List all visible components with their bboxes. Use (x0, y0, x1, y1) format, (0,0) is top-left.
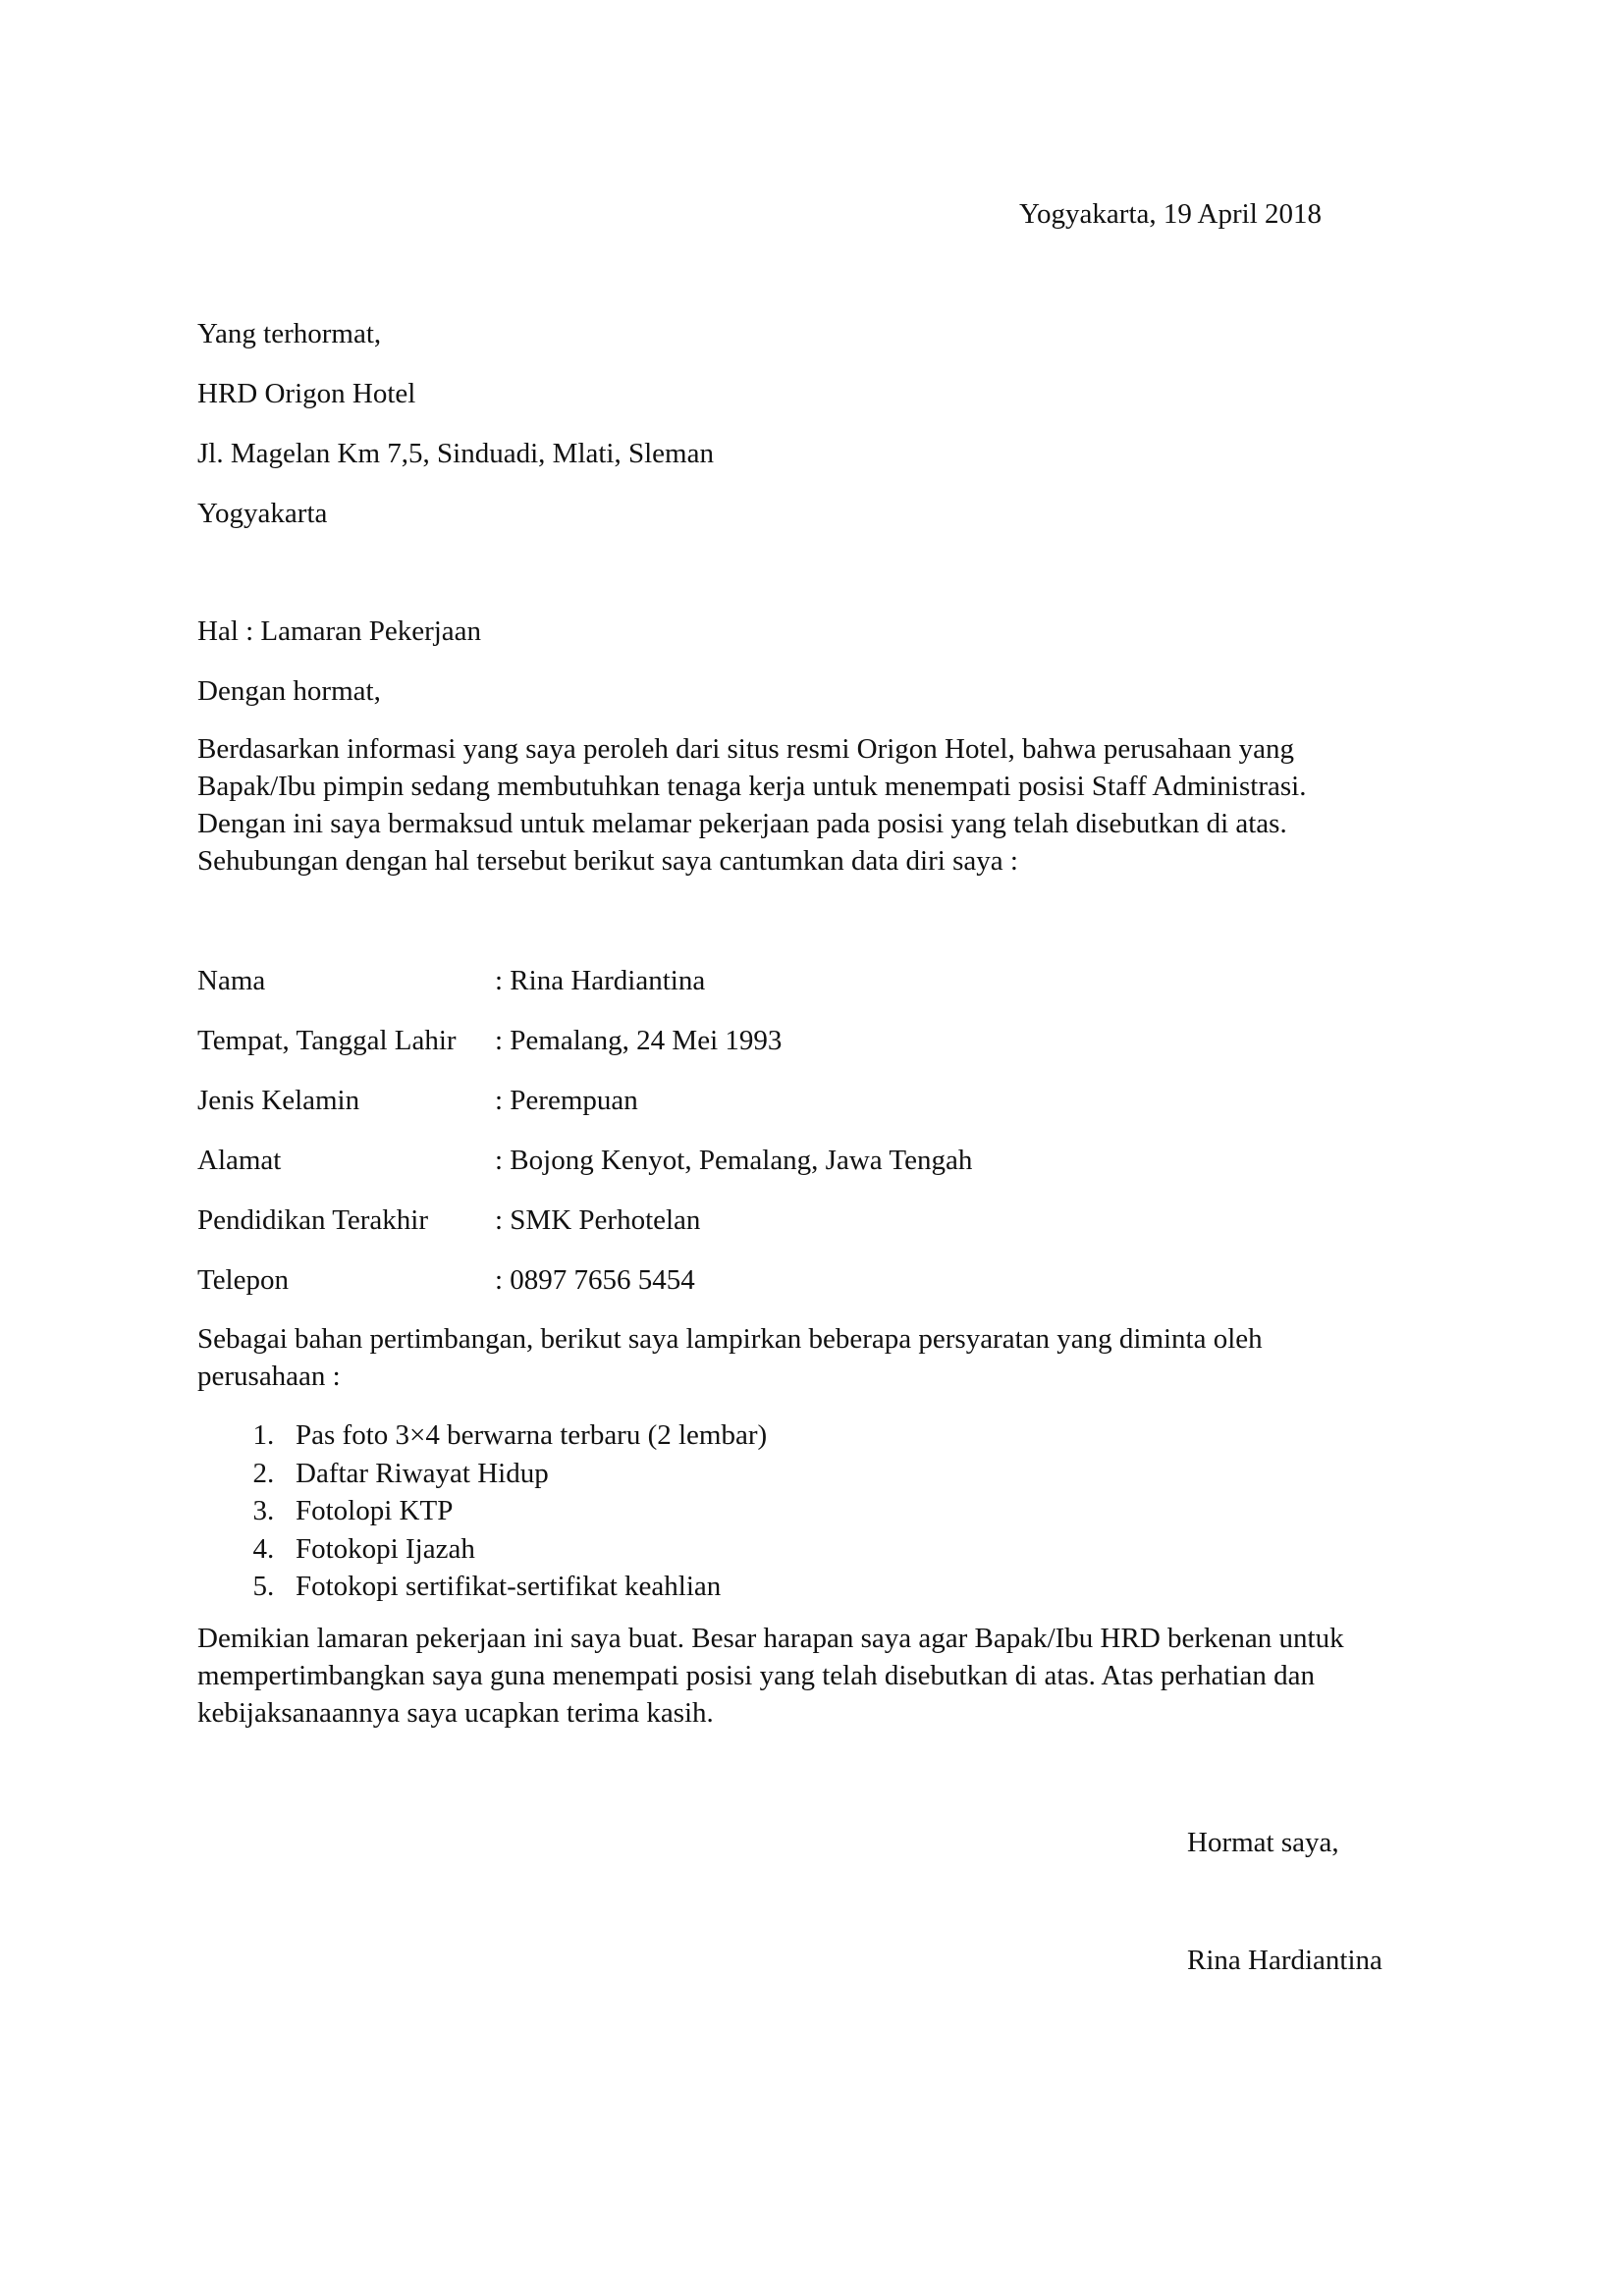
data-label: Alamat (197, 1145, 282, 1176)
list-item (197, 1492, 767, 1530)
list-number: 3. (252, 1495, 275, 1526)
list-number: 1. (252, 1419, 275, 1451)
list-item (197, 1455, 767, 1493)
attachments-list (197, 1416, 767, 1606)
data-label: Jenis Kelamin (197, 1085, 360, 1116)
greeting: Dengan hormat, (197, 675, 381, 707)
list-text: Pas foto 3×4 berwarna terbaru (2 lembar) (296, 1419, 768, 1451)
list-number: 2. (252, 1457, 275, 1489)
closing-paragraph: Demikian lamaran pekerjaan ini saya buat. Besar harapan saya agar Bapak/Ibu HRD berkenan untuk mempertimbangkan saya guna menempati posisi yang telah disebutkan di atas. Atas perhatian dan kebijaksanaannya saya ucapkan terima kasih. (197, 1623, 1344, 1729)
data-label: Nama (197, 965, 266, 996)
place-date: Yogyakarta, 19 April 2018 (1019, 198, 1322, 230)
data-value: : 0897 7656 5454 (495, 1264, 695, 1296)
data-value: : Perempuan (495, 1085, 638, 1116)
list-item (197, 1530, 767, 1569)
recipient-block (197, 314, 714, 554)
data-row-name (197, 961, 972, 1021)
data-row-education (197, 1201, 972, 1260)
data-label: Pendidikan Terakhir (197, 1204, 429, 1236)
attachments-intro: Sebagai bahan pertimbangan, berikut saya lampirkan beberapa persyaratan yang diminta oleh perusahaan : (197, 1323, 1263, 1392)
data-value: : Pemalang, 24 Mei 1993 (495, 1025, 783, 1056)
list-text: Daftar Riwayat Hidup (296, 1457, 549, 1489)
list-item (197, 1568, 767, 1606)
data-label: Tempat, Tanggal Lahir (197, 1025, 457, 1056)
list-item (197, 1416, 767, 1455)
recipient-address: Jl. Magelan Km 7,5, Sinduadi, Mlati, Sleman (197, 438, 714, 469)
recipient-city: Yogyakarta (197, 498, 328, 529)
data-row-gender (197, 1081, 972, 1141)
data-value: : Rina Hardiantina (495, 965, 706, 996)
closing-salutation: Hormat saya, (1187, 1827, 1339, 1858)
data-row-birth (197, 1021, 972, 1081)
data-value: : SMK Perhotelan (495, 1204, 701, 1236)
list-text: Fotolopi KTP (296, 1495, 454, 1526)
data-label: Telepon (197, 1264, 289, 1296)
list-text: Fotokopi sertifikat-sertifikat keahlian (296, 1571, 722, 1602)
signer-name: Rina Hardiantina (1187, 1945, 1382, 1976)
intro-paragraph: Berdasarkan informasi yang saya peroleh dari situs resmi Origon Hotel, bahwa perusahaan yang Bapak/Ibu pimpin sedang membutuhkan tenaga kerja untuk menempati posisi Staff Administrasi. Dengan ini saya bermaksud untuk melamar pekerjaan pada posisi yang telah disebutkan di atas. Sehubungan dengan hal tersebut berikut saya cantumkan data diri saya : (197, 733, 1307, 877)
list-number: 5. (252, 1571, 275, 1602)
recipient-salutation: Yang terhormat, (197, 318, 382, 349)
data-row-address (197, 1141, 972, 1201)
data-row-phone (197, 1260, 972, 1320)
data-value: : Bojong Kenyot, Pemalang, Jawa Tengah (495, 1145, 973, 1176)
subject-line: Hal : Lamaran Pekerjaan (197, 615, 482, 647)
recipient-name: HRD Origon Hotel (197, 378, 416, 409)
list-number: 4. (252, 1532, 275, 1565)
personal-data-table (197, 961, 972, 1320)
list-text: Fotokopi Ijazah (296, 1532, 475, 1565)
